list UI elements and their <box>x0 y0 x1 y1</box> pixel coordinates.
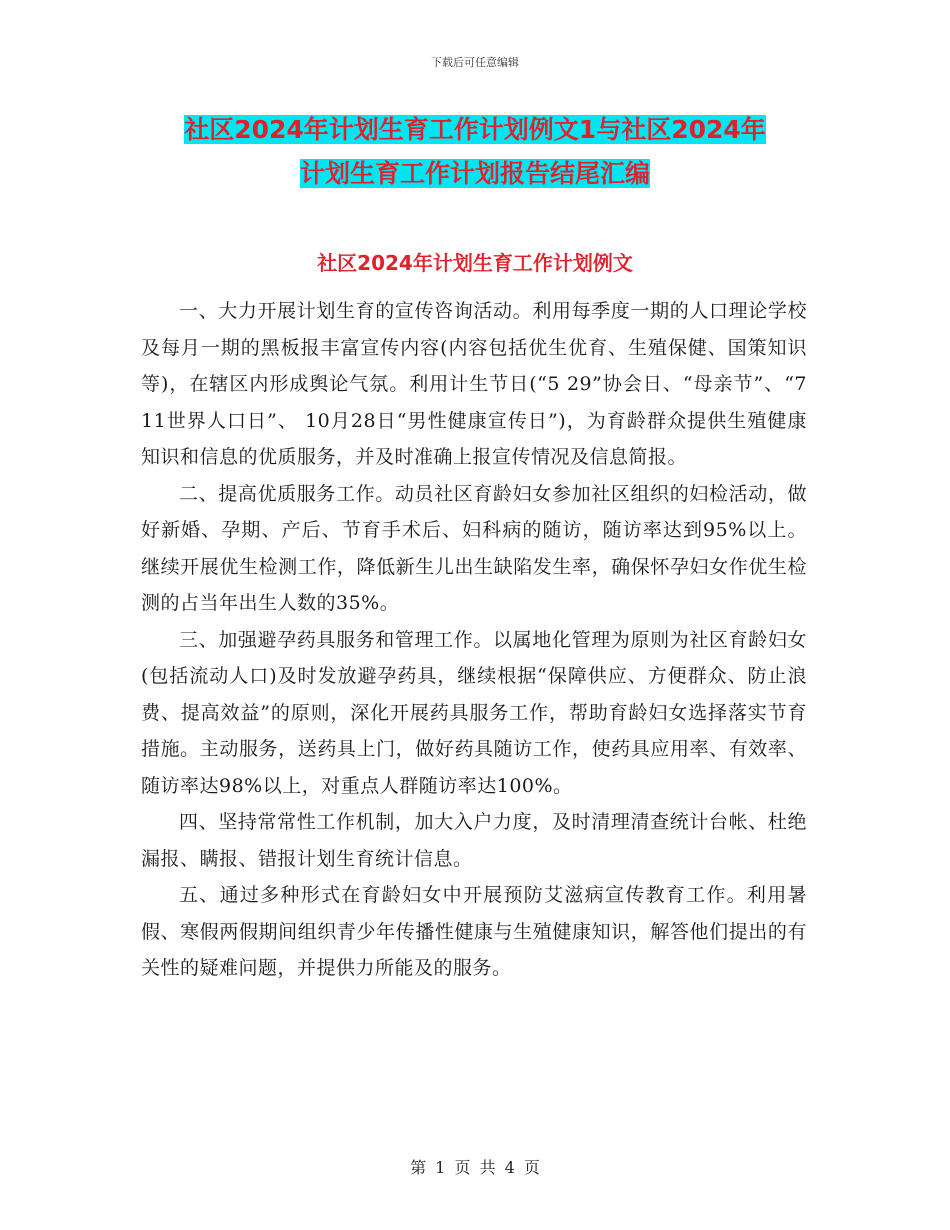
header-note: 下载后可任意编辑 <box>431 56 519 69</box>
document-title-line-2: 计划生育工作计划报告结尾汇编 <box>299 159 650 188</box>
document-title <box>140 108 810 196</box>
paragraph-1: 一、大力开展计划生育的宣传咨询活动。利用每季度一期的人口理论学校及每月一期的黑板报丰富宣传内容(内容包括优生优育、生殖保健、国策知识等)，在辖区内形成舆论气氛。利用计生节日(“5 29”协会日、“母亲节”、“7 11世界人口日”、 10月28日“男性健康宣传日”)，为育龄群众提供生殖健康知识和信息的优质服务，并及时准确上报宣传情况及信息简报。 <box>141 300 807 468</box>
paragraph-4: 四、坚持常常性工作机制，加大入户力度，及时清理清查统计台帐、杜绝漏报、瞒报、错报计划生育统计信息。 <box>141 811 807 870</box>
paragraph-3: 三、加强避孕药具服务和管理工作。以属地化管理为原则为社区育龄妇女(包括流动人口)及时发放避孕药具，继续根据“保障供应、方便群众、防止浪费、提高效益”的原则，深化开展药具服务工作，帮助育龄妇女选择落实节育措施。主动服务，送药具上门，做好药具随访工作，使药具应用率、有效率、随访率达98%以上，对重点人群随访率达100%。 <box>141 628 807 797</box>
document-title-line-1: 社区2024年计划生育工作计划例文1与社区2024年 <box>184 115 766 144</box>
paragraph-2: 二、提高优质服务工作。动员社区育龄妇女参加社区组织的妇检活动，做好新婚、孕期、产后、节育手术后、妇科病的随访，随访率达到95%以上。继续开展优生检测工作，降低新生儿出生缺陷发生率，确保怀孕妇女作优生检测的占当年出生人数的35%。 <box>141 482 807 614</box>
body-text <box>141 293 807 987</box>
paragraph-5: 五、通过多种形式在育龄妇女中开展预防艾滋病宣传教育工作。利用暑假、寒假两假期间组织青少年传播性健康与生殖健康知识，解答他们提出的有关性的疑难问题，并提供力所能及的服务。 <box>141 884 807 979</box>
section-heading: 社区2024年计划生育工作计划例文 <box>317 251 633 275</box>
page-number: 第 1 页 共 4 页 <box>410 1158 540 1177</box>
